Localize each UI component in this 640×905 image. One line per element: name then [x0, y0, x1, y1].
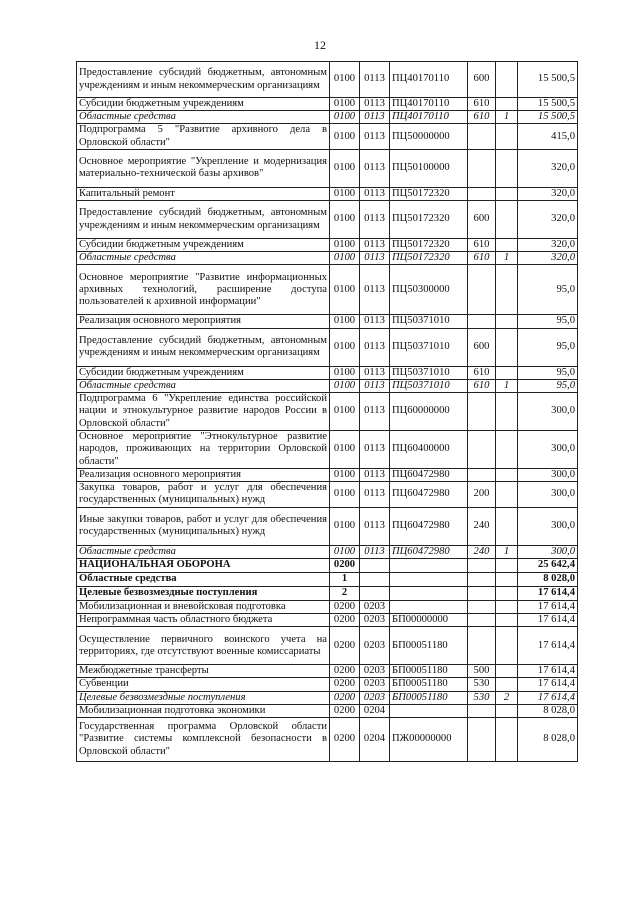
funding-source-cell [496, 366, 518, 379]
target-article-cell: ПЦ50371010 [390, 328, 468, 366]
target-article-cell: БП00000000 [390, 614, 468, 627]
target-article-cell: ПЦ50300000 [390, 265, 468, 315]
table-row [77, 572, 578, 586]
row-name-cell: Субсидии бюджетным учреждениям [77, 366, 330, 379]
subsection-code-cell: 0203 [360, 600, 390, 613]
amount-cell: 300,0 [518, 545, 578, 558]
target-article-cell [390, 704, 468, 717]
target-article-cell: ПЦ50172320 [390, 239, 468, 252]
subsection-code-cell [360, 572, 390, 586]
amount-cell: 320,0 [518, 201, 578, 239]
funding-source-cell [496, 315, 518, 328]
section-code-cell: 0100 [330, 124, 360, 149]
target-article-cell: ПЦ60472980 [390, 545, 468, 558]
table-row [77, 239, 578, 252]
target-article-cell: ПЦ50371010 [390, 379, 468, 392]
target-article-cell: БП00051180 [390, 678, 468, 691]
target-article-cell: ПЖ00000000 [390, 718, 468, 762]
amount-cell: 25 642,4 [518, 558, 578, 572]
expense-type-cell: 600 [468, 201, 496, 239]
amount-cell: 95,0 [518, 366, 578, 379]
funding-source-cell: 1 [496, 379, 518, 392]
budget-table [76, 61, 578, 762]
table-row [77, 124, 578, 149]
funding-source-cell [496, 62, 518, 98]
funding-source-cell: 1 [496, 545, 518, 558]
row-name-cell: Государственная программа Орловской области "Развитие системы комплексной безопасности в Орловской области" [77, 718, 330, 762]
target-article-cell: ПЦ60400000 [390, 431, 468, 469]
amount-cell: 320,0 [518, 252, 578, 265]
funding-source-cell [496, 558, 518, 572]
expense-type-cell: 530 [468, 691, 496, 704]
expense-type-cell [468, 393, 496, 431]
table-row [77, 265, 578, 315]
subsection-code-cell: 0203 [360, 678, 390, 691]
subsection-code-cell: 0203 [360, 627, 390, 665]
funding-source-cell [496, 201, 518, 239]
subsection-code-cell: 0203 [360, 665, 390, 678]
expense-type-cell [468, 315, 496, 328]
amount-cell: 300,0 [518, 482, 578, 507]
row-name-cell: Субвенции [77, 678, 330, 691]
row-name-cell: Непрограммная часть областного бюджета [77, 614, 330, 627]
expense-type-cell: 240 [468, 545, 496, 558]
table-row [77, 111, 578, 124]
funding-source-cell [496, 482, 518, 507]
expense-type-cell [468, 187, 496, 200]
funding-source-cell: 1 [496, 252, 518, 265]
subsection-code-cell [360, 558, 390, 572]
row-name-cell: Предоставление субсидий бюджетным, автономным учреждениям и иным некоммерческим организациям [77, 328, 330, 366]
amount-cell: 17 614,4 [518, 600, 578, 613]
expense-type-cell: 610 [468, 379, 496, 392]
subsection-code-cell [360, 586, 390, 600]
funding-source-cell [496, 507, 518, 545]
section-code-cell: 1 [330, 572, 360, 586]
subsection-code-cell: 0113 [360, 482, 390, 507]
section-code-cell: 0100 [330, 187, 360, 200]
expense-type-cell [468, 704, 496, 717]
row-name-cell: Субсидии бюджетным учреждениям [77, 98, 330, 111]
row-name-cell: Межбюджетные трансферты [77, 665, 330, 678]
section-code-cell: 2 [330, 586, 360, 600]
subsection-code-cell: 0203 [360, 614, 390, 627]
row-name-cell: Областные средства [77, 572, 330, 586]
table-row [77, 600, 578, 613]
section-code-cell: 0100 [330, 62, 360, 98]
table-row [77, 469, 578, 482]
expense-type-cell [468, 586, 496, 600]
table-row [77, 614, 578, 627]
subsection-code-cell: 0113 [360, 239, 390, 252]
section-code-cell: 0100 [330, 201, 360, 239]
subsection-code-cell: 0113 [360, 366, 390, 379]
funding-source-cell [496, 469, 518, 482]
subsection-code-cell: 0113 [360, 252, 390, 265]
subsection-code-cell: 0203 [360, 691, 390, 704]
target-article-cell: ПЦ50172320 [390, 201, 468, 239]
table-row [77, 252, 578, 265]
amount-cell: 8 028,0 [518, 572, 578, 586]
section-code-cell: 0200 [330, 627, 360, 665]
target-article-cell: ПЦ50100000 [390, 149, 468, 187]
expense-type-cell [468, 572, 496, 586]
amount-cell: 300,0 [518, 469, 578, 482]
table-row [77, 366, 578, 379]
subsection-code-cell: 0204 [360, 704, 390, 717]
row-name-cell: Основное мероприятие "Укрепление и модернизация материально-технической базы архивов" [77, 149, 330, 187]
amount-cell: 320,0 [518, 149, 578, 187]
amount-cell: 17 614,4 [518, 586, 578, 600]
section-code-cell: 0100 [330, 431, 360, 469]
section-code-cell: 0100 [330, 98, 360, 111]
amount-cell: 17 614,4 [518, 678, 578, 691]
funding-source-cell [496, 393, 518, 431]
target-article-cell: ПЦ60000000 [390, 393, 468, 431]
expense-type-cell: 500 [468, 665, 496, 678]
amount-cell: 300,0 [518, 431, 578, 469]
table-row [77, 558, 578, 572]
subsection-code-cell: 0113 [360, 469, 390, 482]
subsection-code-cell: 0113 [360, 149, 390, 187]
expense-type-cell [468, 718, 496, 762]
expense-type-cell: 610 [468, 111, 496, 124]
subsection-code-cell: 0113 [360, 187, 390, 200]
section-code-cell: 0100 [330, 149, 360, 187]
target-article-cell: БП00051180 [390, 665, 468, 678]
amount-cell: 320,0 [518, 187, 578, 200]
funding-source-cell [496, 328, 518, 366]
section-code-cell: 0100 [330, 545, 360, 558]
table-row [77, 328, 578, 366]
amount-cell: 320,0 [518, 239, 578, 252]
table-row [77, 691, 578, 704]
row-name-cell: НАЦИОНАЛЬНАЯ ОБОРОНА [77, 558, 330, 572]
subsection-code-cell: 0113 [360, 379, 390, 392]
section-code-cell: 0200 [330, 704, 360, 717]
row-name-cell: Мобилизационная подготовка экономики [77, 704, 330, 717]
expense-type-cell [468, 124, 496, 149]
target-article-cell [390, 572, 468, 586]
funding-source-cell [496, 572, 518, 586]
amount-cell: 8 028,0 [518, 718, 578, 762]
target-article-cell [390, 586, 468, 600]
table-row [77, 201, 578, 239]
target-article-cell: БП00051180 [390, 627, 468, 665]
subsection-code-cell: 0113 [360, 98, 390, 111]
expense-type-cell [468, 558, 496, 572]
section-code-cell: 0200 [330, 691, 360, 704]
table-row [77, 393, 578, 431]
page-number: 12 [314, 38, 326, 52]
amount-cell: 8 028,0 [518, 704, 578, 717]
row-name-cell: Областные средства [77, 379, 330, 392]
section-code-cell: 0100 [330, 379, 360, 392]
table-row [77, 718, 578, 762]
section-code-cell: 0100 [330, 393, 360, 431]
expense-type-cell: 610 [468, 366, 496, 379]
amount-cell: 300,0 [518, 393, 578, 431]
target-article-cell: ПЦ50172320 [390, 187, 468, 200]
section-code-cell: 0100 [330, 482, 360, 507]
target-article-cell: ПЦ60472980 [390, 469, 468, 482]
expense-type-cell [468, 469, 496, 482]
table-row [77, 665, 578, 678]
funding-source-cell [496, 614, 518, 627]
expense-type-cell: 200 [468, 482, 496, 507]
row-name-cell: Областные средства [77, 252, 330, 265]
expense-type-cell [468, 614, 496, 627]
table-row [77, 586, 578, 600]
row-name-cell: Иные закупки товаров, работ и услуг для обеспечения государственных (муниципальных) нужд [77, 507, 330, 545]
row-name-cell: Реализация основного мероприятия [77, 315, 330, 328]
row-name-cell: Предоставление субсидий бюджетным, автономным учреждениям и иным некоммерческим организациям [77, 62, 330, 98]
subsection-code-cell: 0113 [360, 393, 390, 431]
funding-source-cell [496, 124, 518, 149]
subsection-code-cell: 0113 [360, 201, 390, 239]
table-row [77, 545, 578, 558]
funding-source-cell [496, 586, 518, 600]
row-name-cell: Подпрограмма 6 "Укрепление единства российской нации и этнокультурное развитие народов России в Орловской области" [77, 393, 330, 431]
expense-type-cell [468, 265, 496, 315]
section-code-cell: 0100 [330, 366, 360, 379]
subsection-code-cell: 0113 [360, 124, 390, 149]
target-article-cell: ПЦ50371010 [390, 315, 468, 328]
row-name-cell: Областные средства [77, 545, 330, 558]
funding-source-cell [496, 98, 518, 111]
expense-type-cell: 530 [468, 678, 496, 691]
expense-type-cell: 600 [468, 62, 496, 98]
funding-source-cell [496, 149, 518, 187]
table-row [77, 627, 578, 665]
amount-cell: 15 500,5 [518, 98, 578, 111]
row-name-cell: Закупка товаров, работ и услуг для обеспечения государственных (муниципальных) нужд [77, 482, 330, 507]
section-code-cell: 0100 [330, 252, 360, 265]
table-row [77, 379, 578, 392]
row-name-cell: Основное мероприятие "Развитие информационных архивных технологий, расширение доступа пользователей к архивной информации" [77, 265, 330, 315]
funding-source-cell [496, 678, 518, 691]
subsection-code-cell: 0113 [360, 507, 390, 545]
funding-source-cell [496, 600, 518, 613]
funding-source-cell [496, 239, 518, 252]
section-code-cell: 0100 [330, 328, 360, 366]
table-row [77, 507, 578, 545]
table-row [77, 98, 578, 111]
section-code-cell: 0100 [330, 111, 360, 124]
expense-type-cell [468, 600, 496, 613]
section-code-cell: 0200 [330, 678, 360, 691]
target-article-cell: БП00051180 [390, 691, 468, 704]
subsection-code-cell: 0113 [360, 328, 390, 366]
table-row [77, 704, 578, 717]
funding-source-cell [496, 627, 518, 665]
target-article-cell [390, 600, 468, 613]
row-name-cell: Реализация основного мероприятия [77, 469, 330, 482]
table-row [77, 62, 578, 98]
target-article-cell: ПЦ50371010 [390, 366, 468, 379]
target-article-cell: ПЦ50000000 [390, 124, 468, 149]
section-code-cell: 0100 [330, 315, 360, 328]
target-article-cell [390, 558, 468, 572]
section-code-cell: 0100 [330, 239, 360, 252]
subsection-code-cell: 0113 [360, 62, 390, 98]
expense-type-cell [468, 431, 496, 469]
row-name-cell: Субсидии бюджетным учреждениям [77, 239, 330, 252]
table-row [77, 678, 578, 691]
amount-cell: 95,0 [518, 315, 578, 328]
table-row [77, 187, 578, 200]
row-name-cell: Целевые безвозмездные поступления [77, 691, 330, 704]
section-code-cell: 0100 [330, 507, 360, 545]
subsection-code-cell: 0204 [360, 718, 390, 762]
row-name-cell: Мобилизационная и вневойсковая подготовка [77, 600, 330, 613]
target-article-cell: ПЦ60472980 [390, 507, 468, 545]
target-article-cell: ПЦ40170110 [390, 111, 468, 124]
funding-source-cell [496, 704, 518, 717]
expense-type-cell: 600 [468, 328, 496, 366]
expense-type-cell: 240 [468, 507, 496, 545]
amount-cell: 15 500,5 [518, 111, 578, 124]
row-name-cell: Осуществление первичного воинского учета на территориях, где отсутствуют военные комиссариаты [77, 627, 330, 665]
amount-cell: 15 500,5 [518, 62, 578, 98]
table-row [77, 315, 578, 328]
amount-cell: 17 614,4 [518, 691, 578, 704]
section-code-cell: 0200 [330, 665, 360, 678]
expense-type-cell [468, 149, 496, 187]
expense-type-cell: 610 [468, 252, 496, 265]
expense-type-cell: 610 [468, 239, 496, 252]
funding-source-cell [496, 187, 518, 200]
row-name-cell: Предоставление субсидий бюджетным, автономным учреждениям и иным некоммерческим организациям [77, 201, 330, 239]
target-article-cell: ПЦ40170110 [390, 98, 468, 111]
amount-cell: 95,0 [518, 379, 578, 392]
table-row [77, 149, 578, 187]
target-article-cell: ПЦ60472980 [390, 482, 468, 507]
expense-type-cell [468, 627, 496, 665]
amount-cell: 300,0 [518, 507, 578, 545]
subsection-code-cell: 0113 [360, 545, 390, 558]
section-code-cell: 0100 [330, 265, 360, 315]
subsection-code-cell: 0113 [360, 315, 390, 328]
table-row [77, 431, 578, 469]
row-name-cell: Подпрограмма 5 "Развитие архивного дела в Орловской области" [77, 124, 330, 149]
table-row [77, 482, 578, 507]
funding-source-cell [496, 265, 518, 315]
amount-cell: 17 614,4 [518, 614, 578, 627]
funding-source-cell [496, 431, 518, 469]
row-name-cell: Областные средства [77, 111, 330, 124]
row-name-cell: Целевые безвозмездные поступления [77, 586, 330, 600]
amount-cell: 17 614,4 [518, 665, 578, 678]
subsection-code-cell: 0113 [360, 111, 390, 124]
row-name-cell: Основное мероприятие "Этнокультурное развитие народов, проживающих на территории Орловской области" [77, 431, 330, 469]
row-name-cell: Капитальный ремонт [77, 187, 330, 200]
amount-cell: 95,0 [518, 265, 578, 315]
section-code-cell: 0100 [330, 469, 360, 482]
expense-type-cell: 610 [468, 98, 496, 111]
target-article-cell: ПЦ50172320 [390, 252, 468, 265]
subsection-code-cell: 0113 [360, 431, 390, 469]
funding-source-cell [496, 718, 518, 762]
section-code-cell: 0200 [330, 614, 360, 627]
section-code-cell: 0200 [330, 600, 360, 613]
subsection-code-cell: 0113 [360, 265, 390, 315]
amount-cell: 415,0 [518, 124, 578, 149]
section-code-cell: 0200 [330, 558, 360, 572]
section-code-cell: 0200 [330, 718, 360, 762]
funding-source-cell [496, 665, 518, 678]
funding-source-cell: 2 [496, 691, 518, 704]
target-article-cell: ПЦ40170110 [390, 62, 468, 98]
amount-cell: 95,0 [518, 328, 578, 366]
funding-source-cell: 1 [496, 111, 518, 124]
amount-cell: 17 614,4 [518, 627, 578, 665]
